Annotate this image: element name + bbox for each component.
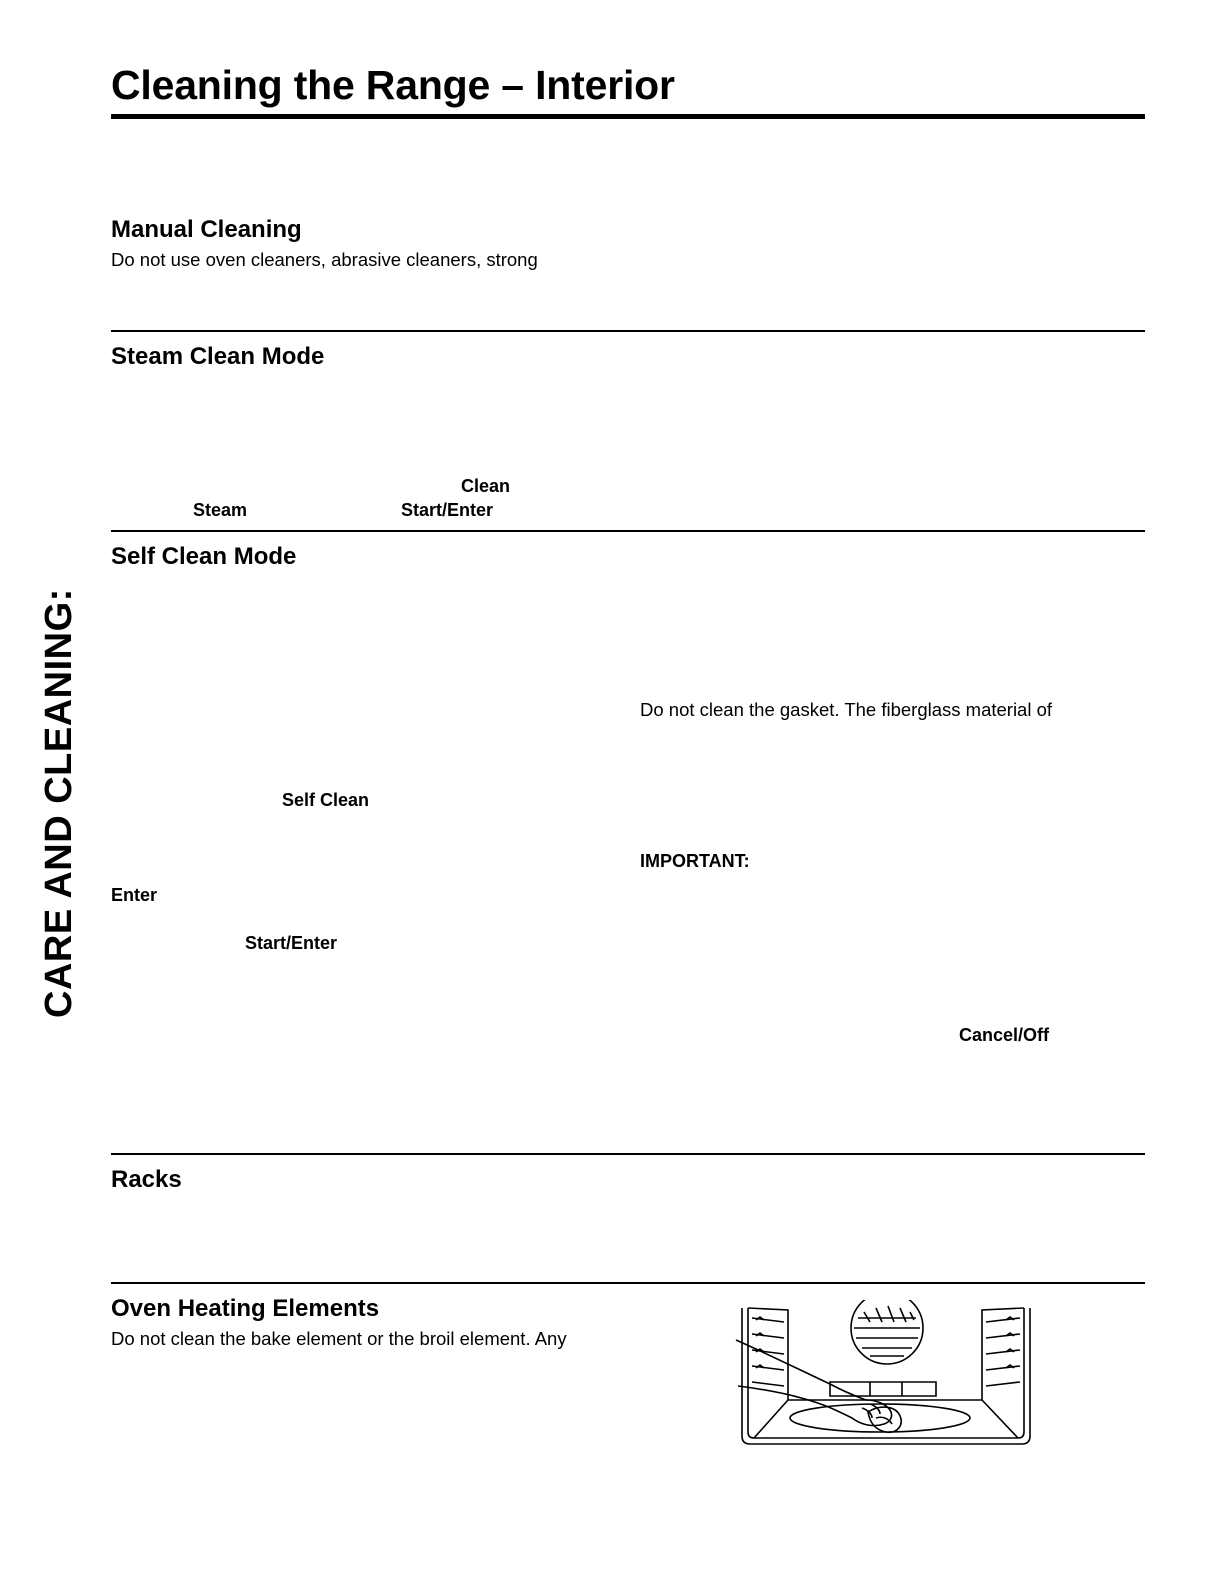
gasket-warning-text: Do not clean the gasket. The fiberglass material of: [640, 699, 1053, 720]
page-title: Cleaning the Range – Interior: [111, 62, 675, 108]
section-divider: [111, 530, 1145, 532]
oven-cleaning-illustration: [730, 1300, 1040, 1450]
keyword-start-enter: Start/Enter: [245, 933, 338, 953]
oven-elements-heading: Oven Heating Elements: [111, 1295, 380, 1322]
keyword-clean: Clean: [461, 476, 511, 496]
title-rule: [111, 114, 1145, 119]
keyword-self-clean: Self Clean: [282, 790, 370, 810]
keyword-start-enter: Start/Enter: [401, 500, 494, 520]
keyword-enter: Enter: [111, 885, 158, 905]
steam-clean-heading: Steam Clean Mode: [111, 343, 325, 370]
manual-cleaning-heading: Manual Cleaning: [111, 216, 302, 243]
section-divider: [111, 330, 1145, 332]
section-divider: [111, 1282, 1145, 1284]
section-divider: [111, 1153, 1145, 1155]
self-clean-heading: Self Clean Mode: [111, 543, 297, 570]
manual-cleaning-text: Do not use oven cleaners, abrasive cleaners, strong: [111, 249, 538, 270]
keyword-important: IMPORTANT:: [640, 851, 750, 871]
keyword-cancel-off: Cancel/Off: [959, 1025, 1050, 1045]
oven-elements-text: Do not clean the bake element or the broil element. Any: [111, 1328, 567, 1349]
keyword-steam: Steam: [193, 500, 248, 520]
racks-heading: Racks: [111, 1166, 182, 1193]
side-tab-label: CARE AND CLEANING:: [38, 588, 80, 1018]
